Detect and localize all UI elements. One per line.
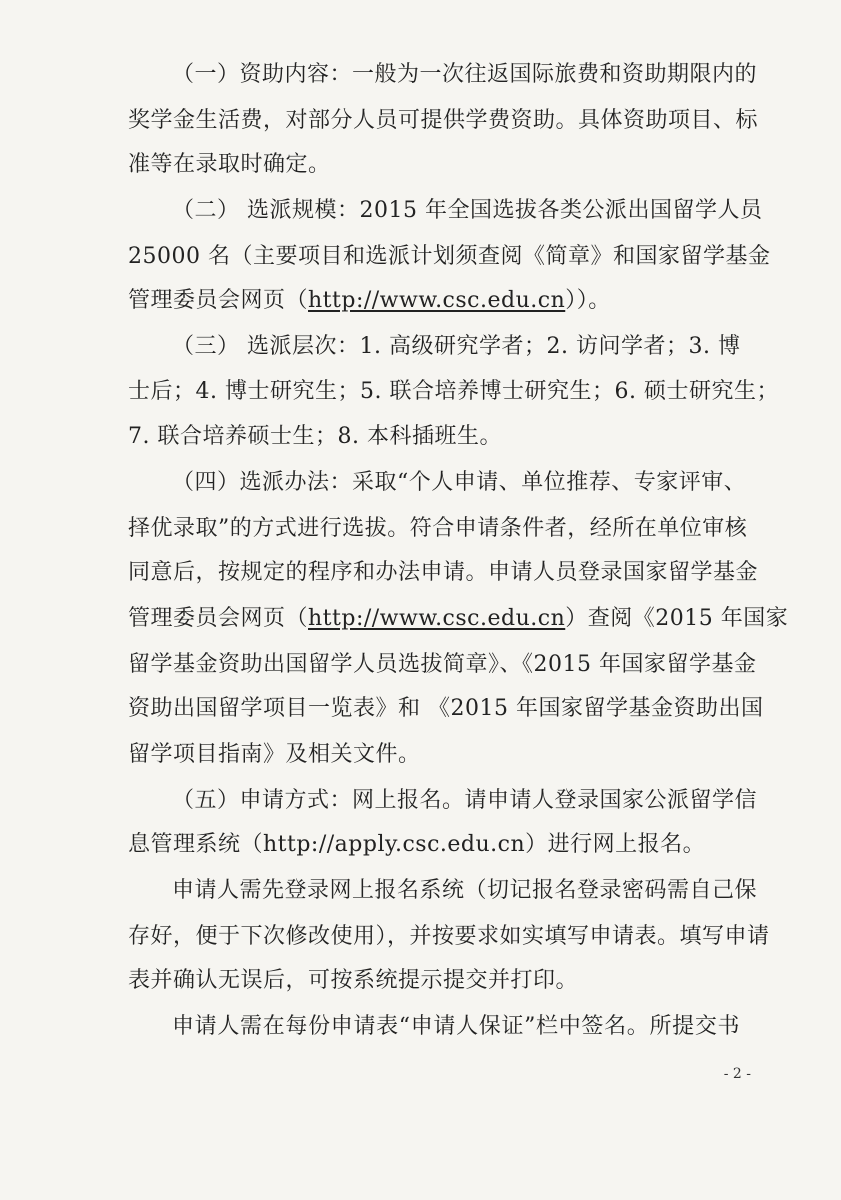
p2-line1: （二） 选派规模：2015 年全国选拔各类公派出国留学人员 bbox=[172, 198, 763, 223]
p5-line1: （五）申请方式：网上报名。请申请人登录国家公派留学信 bbox=[172, 788, 758, 813]
p4-line6: 资助出国留学项目一览表》和 《2015 年国家留学基金资助出国 bbox=[128, 696, 764, 721]
p4-line2: 择优录取”的方式进行选拔。符合申请条件者，经所在单位审核 bbox=[128, 516, 748, 541]
p3-line3: 7. 联合培养硕士生；8. 本科插班生。 bbox=[128, 424, 502, 449]
p4-line4-prefix: 管理委员会网页（ bbox=[128, 606, 309, 631]
p1-line3: 准等在录取时确定。 bbox=[128, 152, 331, 177]
p1-line1: （一）资助内容：一般为一次往返国际旅费和资助期限内的 bbox=[172, 62, 758, 87]
page-number: - 2 - bbox=[723, 1066, 751, 1082]
p7-line1: 申请人需在每份申请表“申请人保证”栏中签名。所提交书 bbox=[172, 1014, 740, 1039]
p6-line3: 表并确认无误后，可按系统提示提交并打印。 bbox=[128, 968, 579, 993]
p4-line7: 留学项目指南》及相关文件。 bbox=[128, 742, 421, 767]
p6-line2: 存好，便于下次修改使用），并按要求如实填写申请表。填写申请 bbox=[128, 924, 770, 949]
p2-line3-prefix: 管理委员会网页（ bbox=[128, 288, 309, 313]
p4-line1: （四）选派办法：采取“个人申请、单位推荐、专家评审、 bbox=[172, 470, 747, 495]
p4-line4 bbox=[128, 604, 789, 634]
p3-line2: 士后；4. 博士研究生；5. 联合培养博士研究生；6. 硕士研究生； bbox=[128, 379, 779, 404]
csc-url-link-2[interactable]: http://www.csc.edu.cn bbox=[308, 606, 566, 631]
p2-line3 bbox=[128, 286, 740, 316]
p4-line5: 留学基金资助出国留学人员选拔简章》、《2015 年国家留学基金 bbox=[128, 652, 757, 677]
p4-line4-suffix: ）查阅《2015 年国家 bbox=[565, 606, 789, 631]
csc-url-link[interactable]: http://www.csc.edu.cn bbox=[308, 288, 566, 313]
p3-line1: （三） 选派层次：1. 高级研究学者；2. 访问学者；3. 博 bbox=[172, 334, 741, 359]
p2-line3-suffix: ））。 bbox=[565, 288, 611, 313]
p6-line1: 申请人需先登录网上报名系统（切记报名登录密码需自己保 bbox=[172, 878, 758, 903]
p1-line2: 奖学金生活费，对部分人员可提供学费资助。具体资助项目、标 bbox=[128, 108, 759, 133]
p5-line2: 息管理系统（http://apply.csc.edu.cn）进行网上报名。 bbox=[128, 832, 706, 857]
p2-line2: 25000 名（主要项目和选派计划须查阅《简章》和国家留学基金 bbox=[128, 244, 771, 269]
p4-line3: 同意后，按规定的程序和办法申请。申请人员登录国家留学基金 bbox=[128, 560, 759, 585]
